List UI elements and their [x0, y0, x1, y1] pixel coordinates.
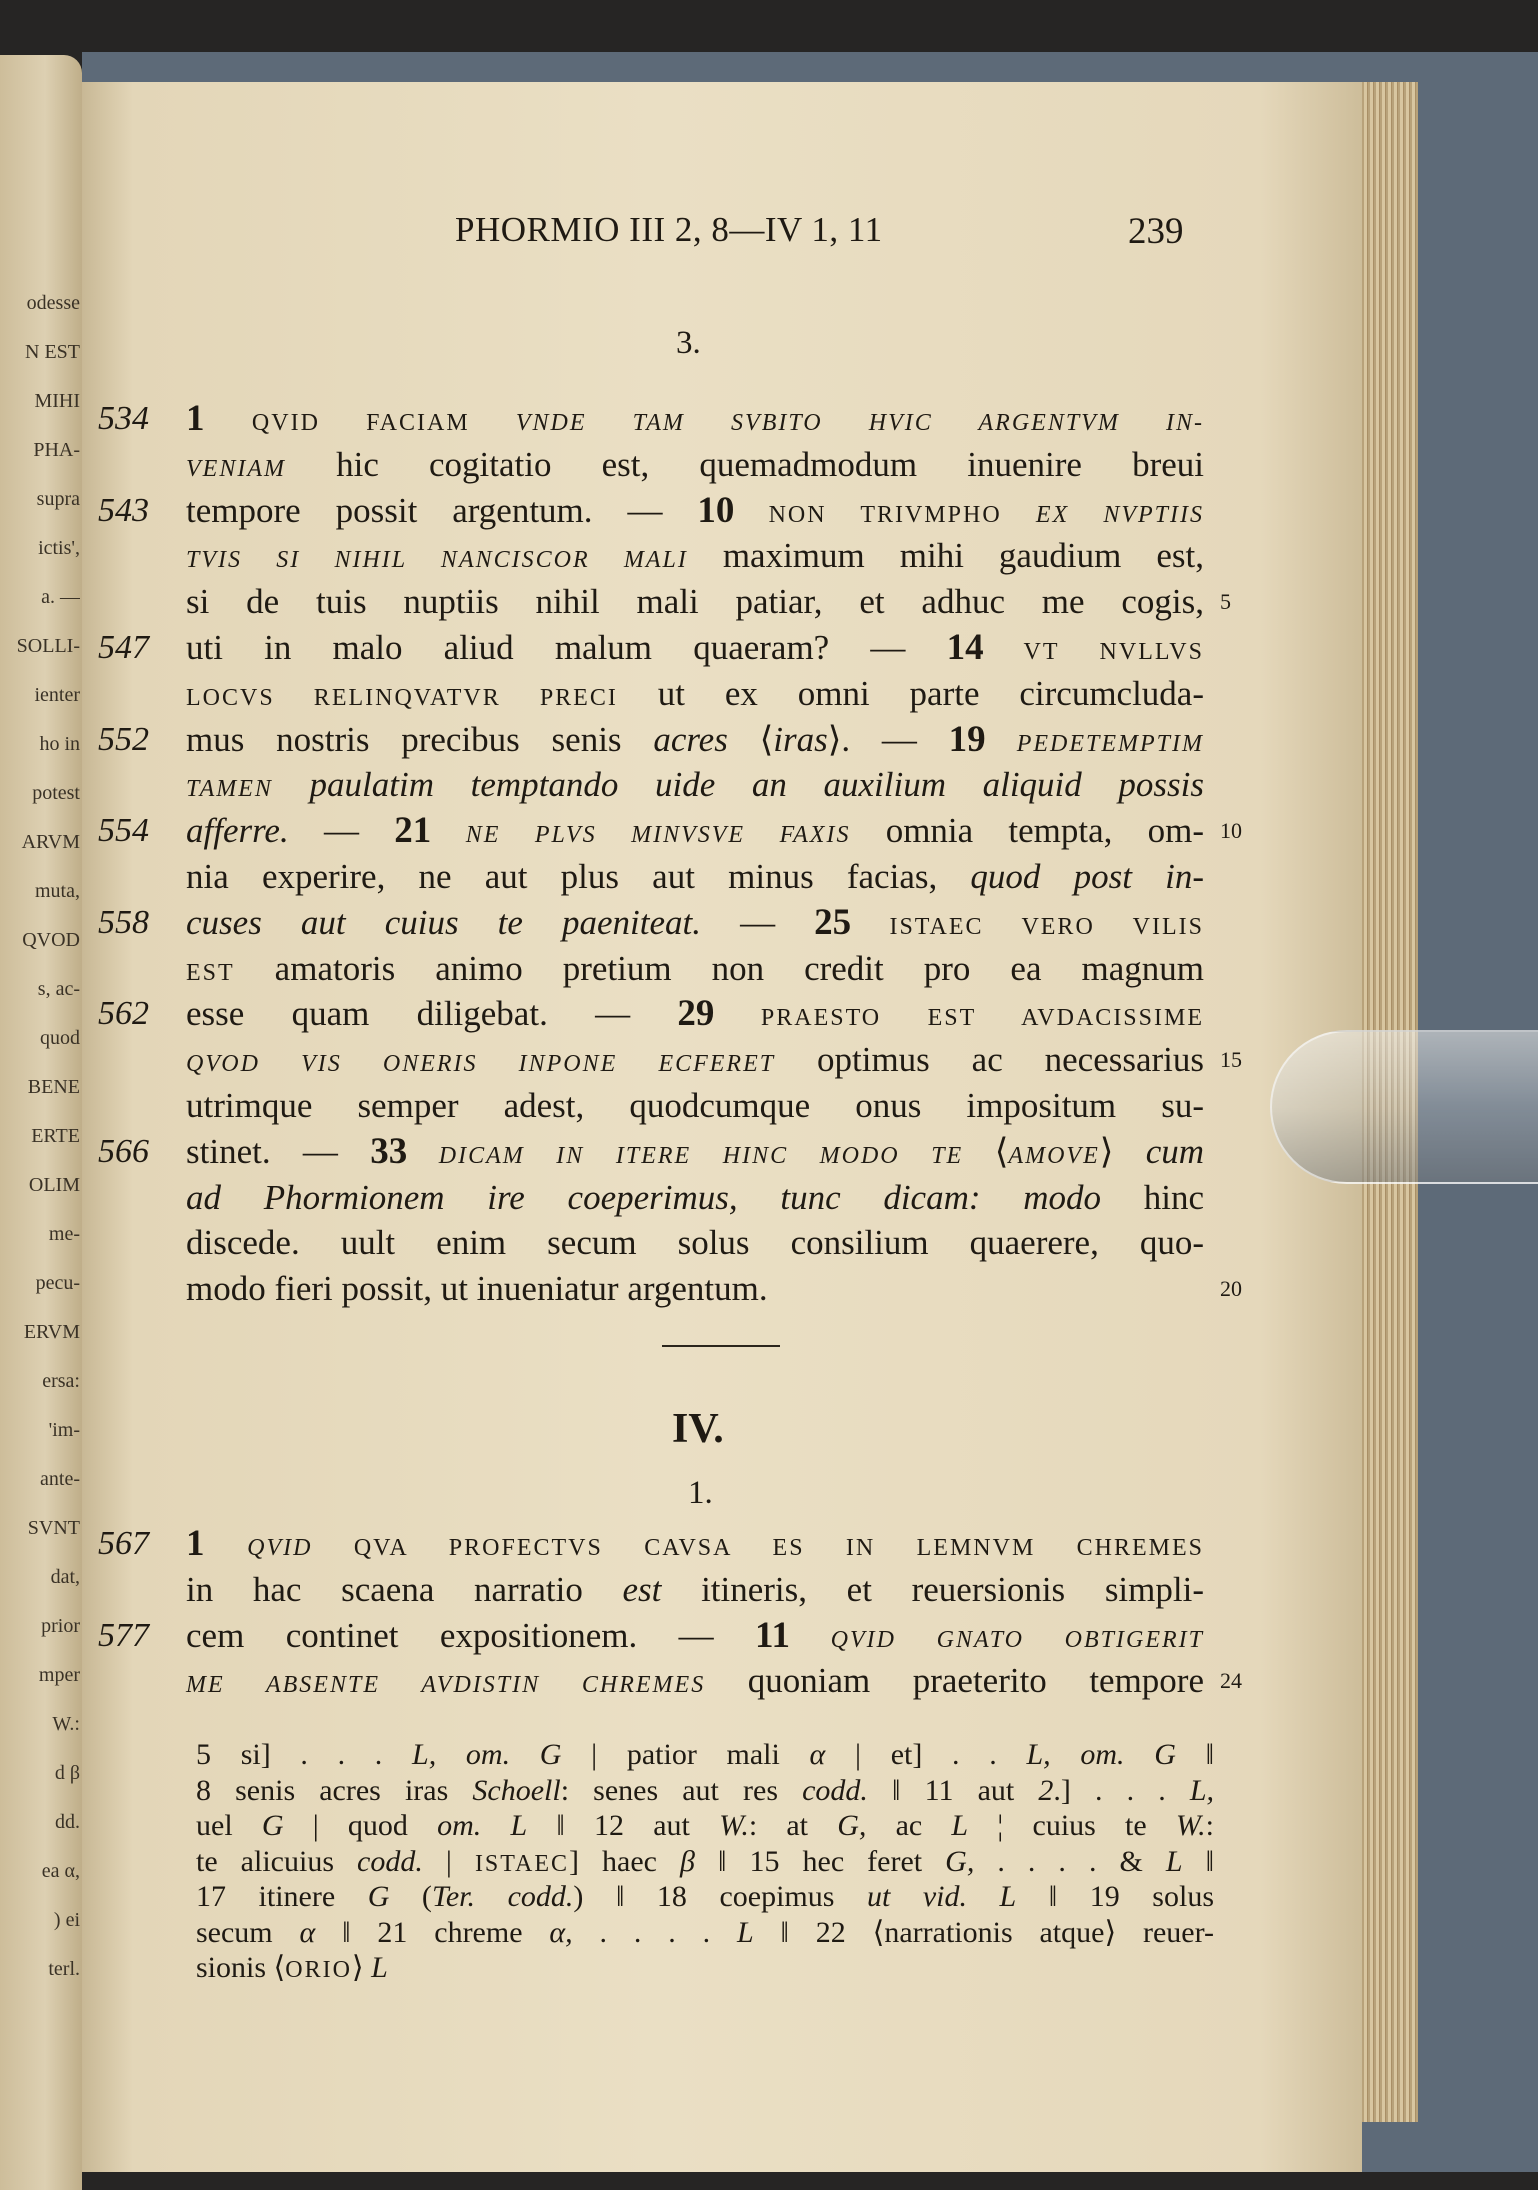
text-run: modo [1023, 1177, 1102, 1217]
text-run: codd. [357, 1844, 423, 1878]
text-line [186, 626, 1204, 674]
text-run: VNDE TAM SVBITO HVIC ARGENTVM IN- [515, 410, 1204, 436]
fragment-word: BENE [27, 1076, 80, 1098]
text-run: ISTAEC VERO VILIS [851, 913, 1204, 940]
fragment-word: potest [32, 782, 80, 804]
text-run: tempore possit argentum. — [186, 490, 698, 530]
verse-number: 543 [98, 491, 149, 529]
text-run: L, om. G [1026, 1738, 1176, 1771]
text-run: cuses aut cuius te paeniteat. [186, 902, 701, 942]
text-run: ut vid. L [866, 1880, 1017, 1913]
text-line [186, 672, 1204, 720]
fragment-word: odesse [26, 292, 80, 314]
text-run: ( [389, 1880, 432, 1913]
text-run: ISTAEC [474, 1850, 570, 1877]
bookmark-clip [1270, 1030, 1538, 1184]
text-run: te alicuius [196, 1844, 358, 1878]
text-line [186, 397, 1204, 445]
text-run: .] . . . [1053, 1773, 1190, 1807]
text-run: modo fieri possit, ut inueniatur argentum. [186, 1269, 768, 1309]
text-run: EST [186, 959, 235, 986]
fragment-word: W.: [52, 1713, 80, 1735]
text-run: uti in malo aliud malum quaeram? — [186, 628, 947, 667]
text-run: acres [653, 719, 728, 759]
verse-number: 547 [98, 629, 149, 666]
text-run: ] haec [569, 1844, 681, 1878]
text-run: QVID GNATO OBTIGERIT [790, 1626, 1205, 1653]
text-run: | patior mali [561, 1738, 810, 1771]
text-run: α [299, 1915, 316, 1949]
fragment-word: ienter [34, 684, 80, 706]
text-run: afferre. [186, 811, 289, 851]
text-line [186, 443, 1204, 491]
section-divider-rule [662, 1345, 780, 1347]
text-run: — [700, 902, 815, 942]
text-run: EX NVPTIIS [1035, 501, 1205, 528]
fragment-word: MIHI [34, 390, 80, 412]
text-run: ‖ [1182, 1844, 1215, 1878]
text-run: VENIAM [186, 455, 286, 482]
text-run: ME ABSENTE AVDISTIN CHREMES [186, 1672, 706, 1699]
text-run: 33 [370, 1130, 408, 1172]
fragment-word: me- [48, 1223, 80, 1245]
scene-heading: 1. [688, 1475, 713, 1511]
line-number: 20 [1220, 1276, 1242, 1302]
text-run: AMOVE [1008, 1142, 1100, 1169]
text-run: LOCVS RELINQVATVR PRECI [186, 684, 618, 711]
text-run: ‖ 12 aut [527, 1809, 720, 1842]
text-run: ut ex omni parte circumcluda- [617, 673, 1204, 713]
text-run: iras [773, 719, 828, 759]
text-line [186, 901, 1204, 949]
apparatus-line [196, 1808, 1214, 1844]
verse-number: 566 [98, 1132, 149, 1170]
text-run: ‖ 19 solus [1016, 1880, 1214, 1913]
text-run: QVID FACIAM [251, 410, 516, 436]
text-run: omnia tempta, om- [850, 811, 1205, 851]
text-run: ‖ 11 aut [867, 1773, 1039, 1807]
running-title: PHORMIO III 2, 8—IV 1, 11 [455, 210, 883, 249]
fragment-word: prior [41, 1615, 80, 1637]
verse-number: 562 [98, 995, 149, 1033]
verse-number: 567 [98, 1525, 149, 1562]
text-run: G, [945, 1844, 975, 1878]
text-run: β [680, 1844, 695, 1878]
text-run: G [261, 1809, 284, 1842]
text-line [186, 580, 1204, 624]
text-run: 25 [814, 901, 852, 943]
fragment-word: pecu- [35, 1272, 80, 1294]
text-run: . . . . [572, 1915, 737, 1949]
text-run: L [1165, 1844, 1183, 1878]
verse-number: 577 [98, 1616, 149, 1654]
text-run: | [422, 1844, 475, 1878]
text-run: paulatim temptando uide an auxilium aliquid possis [272, 765, 1204, 805]
text-run: ¦ cuius te [968, 1809, 1176, 1842]
verse-number: 554 [98, 812, 149, 850]
text-run: sionis ⟨ [196, 1951, 286, 1984]
fragment-word: SOLLI- [16, 635, 80, 657]
text-run: VT NVLLVS [983, 639, 1204, 665]
line-number: 5 [1220, 589, 1231, 615]
text-run: : at [748, 1809, 838, 1842]
text-run: nia experire, ne aut plus aut minus facias, [186, 857, 971, 896]
text-run: 1 [186, 398, 252, 439]
text-run: L, [1189, 1773, 1214, 1807]
text-run: 8 senis acres iras [196, 1773, 473, 1807]
text-run: discede. uult enim secum solus consilium quaerere, quo- [186, 1223, 1204, 1263]
page-number: 239 [1128, 211, 1184, 252]
line-number: 15 [1220, 1047, 1242, 1073]
text-run: : senes aut res [560, 1773, 803, 1807]
text-run: G [367, 1880, 390, 1913]
text-run: G, [837, 1809, 867, 1842]
text-run: QVA PROFECTVS CAVSA ES IN LEMNVM CHREMES [312, 1535, 1205, 1561]
fragment-word: s, ac- [37, 978, 80, 1000]
text-run: W. [719, 1809, 749, 1842]
apparatus-line [196, 1879, 1214, 1915]
text-run: hinc [1101, 1177, 1205, 1217]
text-run: ac [866, 1809, 952, 1842]
fragment-word: dat, [50, 1566, 80, 1588]
text-run: maximum mihi gaudium est, [687, 536, 1204, 576]
text-run: DICAM IN ITERE HINC MODO TE [407, 1142, 995, 1169]
text-run: codd. [802, 1773, 868, 1807]
text-run: om. L [437, 1809, 528, 1842]
text-run: ORIO [285, 1957, 352, 1983]
text-run: | quod [283, 1809, 438, 1842]
text-line [186, 1038, 1204, 1086]
section-heading: 3. [676, 325, 701, 361]
text-line [186, 809, 1204, 857]
fragment-word: ) ei [53, 1909, 80, 1931]
verse-number: 552 [98, 720, 149, 758]
text-run: ) ‖ 18 coepimus [573, 1880, 867, 1913]
text-run: 19 [948, 718, 986, 760]
text-run: ‖ 22 ⟨narrationis atque⟩ reuer- [753, 1915, 1215, 1949]
text-run: in hac scaena narratio [186, 1569, 623, 1609]
act-heading: IV. [672, 1406, 724, 1452]
text-run [981, 1178, 1024, 1217]
text-run: L [736, 1915, 754, 1949]
text-run: α [809, 1738, 826, 1771]
text-run: secum [196, 1915, 300, 1949]
text-line [186, 1267, 1204, 1311]
text-run: Schoell [472, 1773, 561, 1807]
text-line [186, 718, 1204, 766]
text-line [186, 1614, 1204, 1662]
text-run: | et] . . [825, 1738, 1027, 1771]
text-line [186, 1568, 1204, 1612]
text-line [186, 947, 1204, 995]
text-run: W. [1175, 1809, 1206, 1842]
text-line [186, 763, 1204, 811]
text-line [186, 1130, 1204, 1178]
fragment-word: quod [40, 1027, 80, 1049]
text-run: Ter. codd. [431, 1880, 574, 1913]
text-run: optimus ac necessarius [775, 1040, 1205, 1080]
text-run: L [951, 1809, 969, 1842]
fragment-word: QVOD [22, 929, 80, 951]
text-line [186, 1522, 1204, 1570]
text-run: 29 [677, 993, 715, 1035]
text-run: 11 [755, 1614, 791, 1656]
text-run: amatoris animo pretium non credit pro ea magnum [234, 948, 1204, 988]
text-run: hic cogitatio est, quemadmodum inuenire breui [285, 444, 1204, 484]
text-run: ⟩ [351, 1951, 372, 1984]
text-run: QVOD VIS ONERIS INPONE ECFERET [186, 1051, 776, 1078]
text-run: quod post in- [970, 857, 1204, 896]
text-run: est [622, 1569, 662, 1609]
line-number: 10 [1220, 818, 1242, 844]
text-run: L [371, 1951, 388, 1984]
fragment-word: ante- [40, 1468, 80, 1490]
text-run: ⟩ [1099, 1131, 1146, 1171]
text-run: ‖ 21 chreme [315, 1915, 550, 1949]
text-run: ⟩. — [827, 719, 949, 759]
text-run: — [288, 811, 395, 851]
fragment-word: d β [54, 1762, 80, 1784]
text-run: 14 [946, 627, 984, 668]
fragment-word: 'im- [48, 1419, 80, 1441]
text-line [186, 489, 1204, 537]
text-run: cum [1145, 1131, 1205, 1171]
text-line [186, 1176, 1204, 1220]
text-run: L, om. G [412, 1738, 562, 1771]
fragment-word: ERTE [31, 1125, 80, 1147]
text-run: PEDETEMPTIM [985, 730, 1204, 757]
fragment-word: muta, [35, 880, 80, 902]
text-run: . . . . & [974, 1844, 1166, 1878]
text-run: 17 itinere [196, 1880, 368, 1913]
fragment-word: ea α, [41, 1860, 80, 1882]
text-line [186, 855, 1204, 899]
apparatus-line [196, 1844, 1214, 1882]
text-run: stinet. — [186, 1131, 371, 1171]
text-run: utrimque semper adest, quodcumque onus impositum su- [186, 1086, 1204, 1125]
text-line [186, 992, 1204, 1040]
text-run: quoniam praeterito tempore [705, 1661, 1205, 1701]
text-run: ⟨ [727, 719, 774, 759]
fragment-word: ictis', [38, 537, 80, 559]
fragment-word: OLIM [28, 1174, 80, 1196]
text-run: 1 [186, 1523, 248, 1564]
text-run: itineris, et reuersionis simpli- [661, 1569, 1204, 1609]
fragment-word: a. — [41, 586, 80, 608]
text-line [186, 1221, 1204, 1265]
text-run: 10 [697, 489, 735, 531]
text-line [186, 1084, 1204, 1128]
verse-number: 558 [98, 903, 149, 941]
text-run: esse quam diligebat. — [186, 994, 678, 1034]
fragment-word: ERVM [23, 1321, 80, 1343]
text-run: si de tuis nuptiis nihil mali patiar, et adhuc me cogis, [186, 582, 1204, 622]
fragment-word: SVNT [27, 1517, 80, 1539]
text-run: α, [549, 1915, 573, 1949]
text-run: 21 [394, 810, 432, 852]
text-run: cem continet expositionem. — [186, 1615, 756, 1655]
fragment-word: ho in [39, 733, 80, 755]
fragment-word: terl. [48, 1958, 80, 1980]
text-run: mus nostris precibus senis [186, 719, 654, 759]
text-run: QVID [247, 1535, 313, 1561]
text-run: TVIS SI NIHIL NANCISCOR MALI [186, 547, 688, 574]
text-run: ⟨ [994, 1131, 1009, 1171]
fragment-word: ARVM [21, 831, 80, 853]
text-run: TAMEN [186, 776, 273, 803]
text-run: ‖ 15 hec feret [694, 1844, 946, 1878]
text-run: PRAESTO EST AVDACISSIME [714, 1005, 1204, 1032]
fragment-word: ersa: [42, 1370, 80, 1392]
text-run: 5 si] . . . [196, 1738, 413, 1771]
text-line [186, 534, 1204, 582]
fragment-word: N EST [25, 341, 80, 363]
text-line [186, 1659, 1204, 1707]
text-run: ad Phormionem ire coeperimus, tunc dicam: [186, 1177, 981, 1217]
fragment-word: PHA- [33, 439, 80, 461]
text-run: uel [196, 1809, 262, 1842]
fragment-word: supra [36, 488, 80, 510]
fragment-word: mper [38, 1664, 80, 1686]
apparatus-line [196, 1737, 1214, 1773]
apparatus-line [196, 1773, 1214, 1809]
line-number: 24 [1220, 1668, 1242, 1694]
text-run: : [1205, 1809, 1214, 1842]
text-run: NON TRIVMPHO [734, 501, 1036, 528]
apparatus-line [196, 1915, 1214, 1951]
text-run: 2 [1038, 1773, 1054, 1807]
text-run: ‖ [1175, 1738, 1214, 1771]
text-run: NE PLVS MINVSVE FAXIS [431, 822, 851, 849]
apparatus-line [196, 1950, 1214, 1988]
verse-number: 534 [98, 400, 149, 437]
fragment-word: dd. [55, 1811, 80, 1833]
